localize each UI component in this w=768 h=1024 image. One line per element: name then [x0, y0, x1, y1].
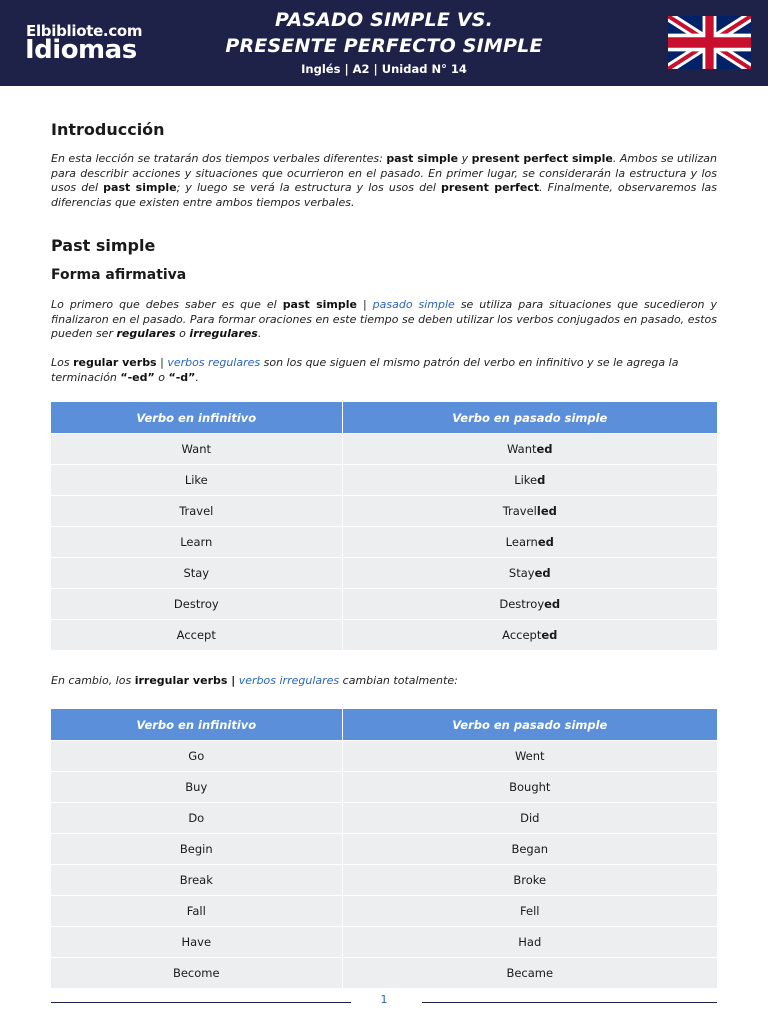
infinitive-cell: Begin — [51, 833, 343, 864]
past-simple-paragraph: Lo primero que debes saber es que el past simple | pasado simple se utiliza para situaciones que sucedieron y finalizaron en el pasado. Para formar oraciones en este tiempo se deben utilizar los verbos conjugados en pasado, estos pueden ser regulares o irregulares. — [51, 298, 718, 340]
infinitive-cell: Stay — [51, 557, 343, 588]
irregular-verbs-table — [51, 709, 717, 988]
footer-divider-left — [51, 1002, 351, 1003]
infinitive-cell: Like — [51, 464, 343, 495]
past-cell: Went — [343, 740, 717, 771]
table-row — [51, 619, 717, 650]
pasado-simple-link[interactable]: pasado simple — [372, 298, 455, 311]
infinitive-cell: Accept — [51, 619, 343, 650]
past-simple-paragraph-wrap — [51, 298, 717, 342]
footer-divider-right — [422, 1002, 717, 1003]
past-cell: Travelled — [343, 495, 717, 526]
past-cell: Became — [343, 957, 717, 988]
past-cell: Began — [343, 833, 717, 864]
irregular-verbs-table-wrap — [51, 709, 717, 988]
past-cell: Destroyed — [343, 588, 717, 619]
brand-section: Idiomas — [25, 35, 137, 65]
infinitive-cell: Buy — [51, 771, 343, 802]
regular-verbs-paragraph-wrap — [51, 356, 717, 385]
past-cell: Fell — [343, 895, 717, 926]
title-line-1: PASADO SIMPLE VS. — [274, 9, 494, 31]
intro-paragraph: En esta lección se tratarán dos tiempos verbales diferentes: past simple y present perfect simple. Ambos se utilizan para describir acciones y situaciones que ocurrieron en el pasado. En primer lugar, se considerarán la estructura y los usos del past simple; y luego se verá la estructura y los usos del present perfect. Finalmente, observaremos las diferencias que existen entre ambos tiempos verbales. — [51, 152, 717, 209]
column-header: Verbo en infinitivo — [51, 402, 343, 433]
regular-verbs-table — [51, 402, 717, 650]
past-cell: Stayed — [343, 557, 717, 588]
past-cell: Broke — [343, 864, 717, 895]
affirmative-heading-wrap — [51, 267, 717, 283]
table-row — [51, 895, 717, 926]
table-row — [51, 864, 717, 895]
title-line-2: PRESENTE PERFECTO SIMPLE — [225, 35, 543, 57]
infinitive-cell: Go — [51, 740, 343, 771]
column-header: Verbo en pasado simple — [343, 402, 717, 433]
intro-section — [51, 120, 717, 139]
table-row — [51, 926, 717, 957]
past-cell: Wanted — [343, 433, 717, 464]
unit-subtitle: Inglés | A2 | Unidad N° 14 — [301, 62, 467, 76]
table-row — [51, 433, 717, 464]
page-header — [0, 0, 768, 86]
affirmative-heading: Forma afirmativa — [51, 267, 187, 283]
table-row — [51, 588, 717, 619]
column-header: Verbo en pasado simple — [343, 709, 717, 740]
intro-paragraph-wrap — [51, 152, 717, 210]
table-row — [51, 833, 717, 864]
page-number: 1 — [380, 993, 388, 1006]
infinitive-cell: Travel — [51, 495, 343, 526]
irregular-intro-wrap — [51, 674, 717, 689]
past-cell: Had — [343, 926, 717, 957]
table-row — [51, 526, 717, 557]
past-cell: Bought — [343, 771, 717, 802]
past-cell: Liked — [343, 464, 717, 495]
infinitive-cell: Learn — [51, 526, 343, 557]
table-header-row — [51, 709, 717, 740]
infinitive-cell: Destroy — [51, 588, 343, 619]
table-row — [51, 495, 717, 526]
intro-heading: Introducción — [51, 120, 165, 139]
past-simple-heading: Past simple — [51, 236, 156, 255]
verbos-regulares-link[interactable]: verbos regulares — [167, 356, 261, 369]
table-row — [51, 464, 717, 495]
regular-verbs-paragraph: Los regular verbs | verbos regulares son los que siguen el mismo patrón del verbo en infinitivo y se le agrega la terminación “-ed” o “-d”. — [51, 356, 679, 384]
table-row — [51, 771, 717, 802]
brand-name: Elbibliote.com — [26, 22, 143, 40]
infinitive-cell: Want — [51, 433, 343, 464]
table-header-row — [51, 402, 717, 433]
irregular-intro: En cambio, los irregular verbs | verbos irregulares cambian totalmente: — [51, 674, 458, 687]
table-row — [51, 557, 717, 588]
infinitive-cell: Become — [51, 957, 343, 988]
column-header: Verbo en infinitivo — [51, 709, 343, 740]
regular-verbs-table-wrap — [51, 402, 717, 650]
uk-flag-icon — [668, 16, 751, 69]
past-cell: Did — [343, 802, 717, 833]
infinitive-cell: Break — [51, 864, 343, 895]
infinitive-cell: Do — [51, 802, 343, 833]
past-cell: Accepted — [343, 619, 717, 650]
table-row — [51, 957, 717, 988]
past-cell: Learned — [343, 526, 717, 557]
verbos-irregulares-link[interactable]: verbos irregulares — [238, 674, 340, 687]
table-row — [51, 740, 717, 771]
past-simple-section — [51, 236, 717, 255]
infinitive-cell: Have — [51, 926, 343, 957]
infinitive-cell: Fall — [51, 895, 343, 926]
table-row — [51, 802, 717, 833]
